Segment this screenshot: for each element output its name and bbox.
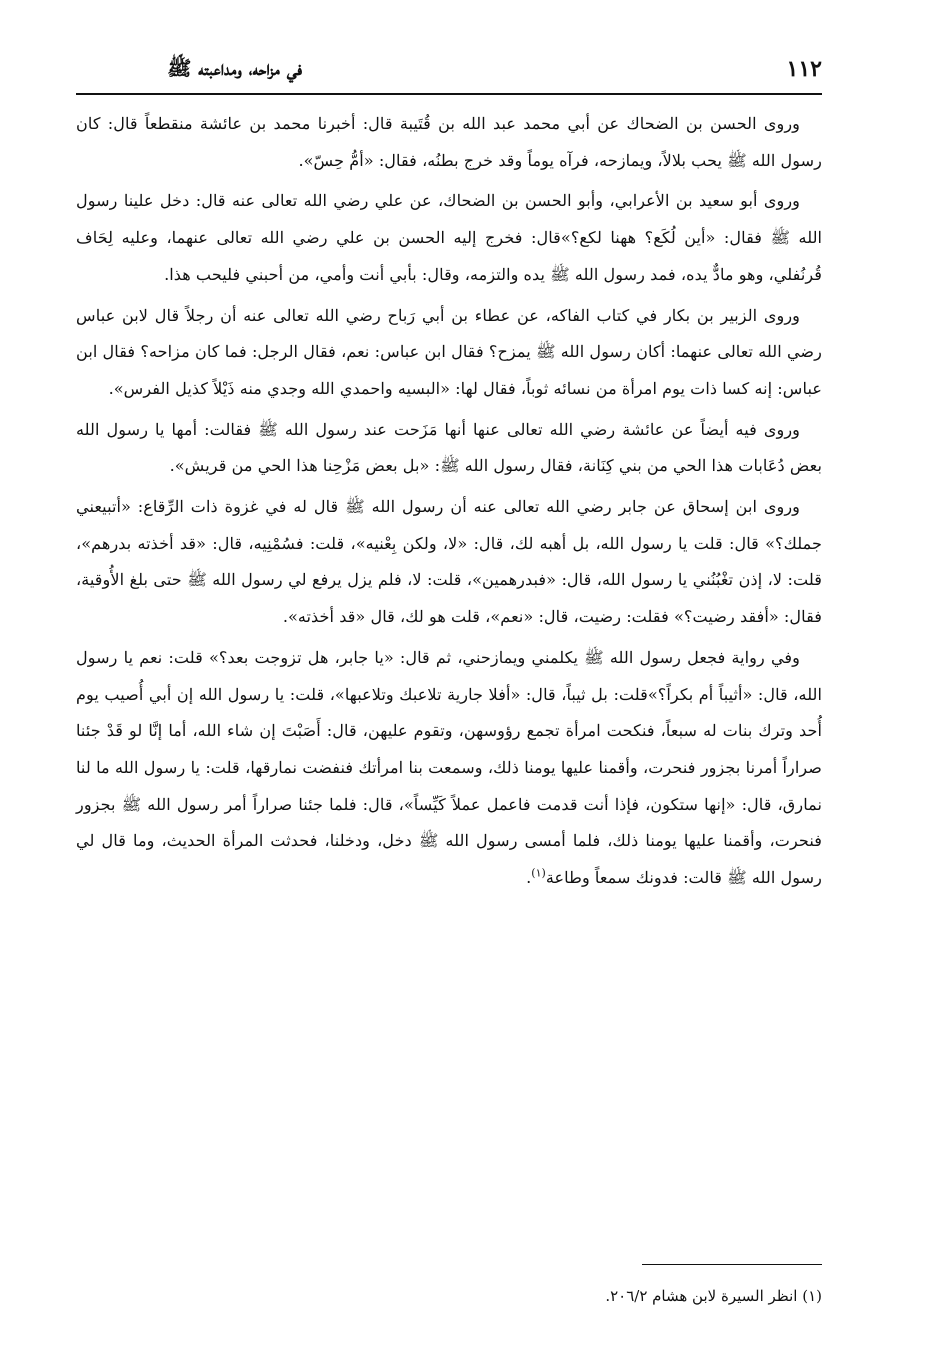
footnote-marker[interactable]: (١) [531, 866, 546, 880]
footnote-divider [642, 1264, 822, 1265]
paragraph: وروى الزبير بن بكار في كتاب الفاكه، عن عطاء بن أبي رَباح رضي الله تعالى عنه أن رجلاً قال لابن عباس رضي الله تعالى عنهما: أكان رسول الله ﷺ يمزح؟ فقال ابن عباس: نعم، فقال الرجل: فما كان مزاحه؟ فقال ابن عباس: إنه كسا ذات يوم امرأة من نسائه ثوباً، فقال لها: «البسيه واحمدي الله وجدي منه ذَيْلاً كذيل الفرس». [76, 305, 822, 398]
main-text [76, 106, 822, 897]
paragraph: وروى الحسن بن الضحاك عن أبي محمد عبد الله بن قُتَيبة قال: أخبرنا محمد بن عائشة منقطعاً قال: كان رسول الله ﷺ يحب بلالاً، ويمازحه، فرآه يوماً وقد خرج بطنُه، فقال: «أمُّ حِسّ». [76, 114, 822, 170]
paragraph: وروى أبو سعيد بن الأعرابي، وأبو الحسن بن الضحاك، عن علي رضي الله تعالى عنه قال: دخل علينا رسول الله ﷺ فقال: «أين لُكَع؟ ههنا لكع؟»قال: فخرج إليه الحسن بن علي رضي الله تعالى عنهما، وعليه لِحَاف قُرنُفلي، وهو مادٌّ يده، فمد رسول الله ﷺ يده والتزمه، وقال: بأبي أنت وأمي، من أحبني فليحب هذا. [76, 191, 822, 284]
page-number: ١١٢ [786, 56, 822, 82]
chapter-title: في مزاحه، ومداعبته ﷺ [167, 56, 302, 80]
footnote-text: (١) انظر السيرة لابن هشام ٢٠٦/٢. [605, 1287, 822, 1305]
paragraph-with-footnote: وفي رواية فجعل رسول الله ﷺ يكلمني ويمازحني، ثم قال: «يا جابر، هل تزوجت بعد؟» قلت: نعم يا رسول الله، قال: «أثيباً أم بكراً؟»قلت: بل ثيباً، قال: «أفلا جارية تلاعبك وتلاعبها»، قلت: يا رسول الله إن أبي أُصيب يوم أُحد وترك بنات له سبعاً، فنكحت امرأة تجمع رؤوسهن، وتقوم عليهن، قال: أَصَبْتَ إن شاء الله، أما إنَّا لو قَدْ جئنا صراراً أمرنا بجزور فنحرت، وأقمنا عليها يومنا ذلك، وسمعت بنا امرأتك فنفضت نمارقها، قلت: يا رسول الله ما لنا نمارق، قال: «إنها ستكون، فإذا أنت قدمت فاعمل عملاً كَيِّساً»، قال: فلما جئنا صراراً أمر رسول الله ﷺ بجزور فنحرت، وأقمنا عليها يومنا ذلك، فلما أمسى رسول الله ﷺ دخل، ودخلنا، فحدثت المرأة الحديث، وما قال لي رسول الله ﷺ قالت: فدونك سمعاً وطاعة$^{(١)}$. [76, 647, 822, 888]
running-header [76, 50, 822, 90]
header-divider [76, 93, 822, 95]
paragraph: وروى ابن إسحاق عن جابر رضي الله تعالى عنه أن رسول الله ﷺ قال له في غزوة ذات الرِّقاع: «أتبيعني جملك؟» قال: قلت يا رسول الله، بل أهبه لك، قال: «لا، ولكن بِعْنيه»، قلت: فسُمْنِيه، قال: «قد أخذته بدرهم»، قلت: لا، إذن تغْبُنُني يا رسول الله، قال: «فبدرهمين»، قلت: لا، فلم يزل يرفع لي رسول الله ﷺ حتى بلغ الأُوقية، فقال: «أفقد رضيت؟» فقلت: رضيت، قال: «نعم»، قلت هو لك، قال «قد أخذته». [76, 497, 822, 627]
paragraph-text: وفي رواية فجعل رسول الله ﷺ يكلمني ويمازحني، ثم قال: «يا جابر، هل تزوجت بعد؟» قلت: نعم يا رسول الله، قال: «أثيباً أم بكراً؟»قلت: بل ثيباً، قال: «أفلا جارية تلاعبك وتلاعبها»، قلت: يا رسول الله إن أبي أُصيب يوم أُحد وترك بنات له سبعاً، فنكحت امرأة تجمع رؤوسهن، وتقوم عليهن، قال: أَصَبْتَ إن شاء الله، أما إنَّا لو قَدْ جئنا صراراً أمرنا بجزور فنحرت، وأقمنا عليها يومنا ذلك، وسمعت بنا امرأتك فنفضت نمارقها، قلت: يا رسول الله ما لنا نمارق، قال: «إنها ستكون، فإذا أنت قدمت فاعمل عملاً كَيِّساً»، قال: فلما جئنا صراراً أمر رسول الله ﷺ بجزور فنحرت، وأقمنا عليها يومنا ذلك، فلما أمسى رسول الله ﷺ دخل، ودخلنا، فحدثت المرأة الحديث، وما قال لي رسول الله ﷺ قالت: فدونك سمعاً وطاعة [76, 647, 822, 888]
paragraph: وروى فيه أيضاً عن عائشة رضي الله تعالى عنها أنها مَزَحت عند رسول الله ﷺ فقالت: أمها يا رسول الله بعض دُعَابات هذا الحي من بني كِنَانة، فقال رسول الله ﷺ: «بل بعض مَزْحِنا هذا الحي من قريش». [76, 419, 822, 476]
